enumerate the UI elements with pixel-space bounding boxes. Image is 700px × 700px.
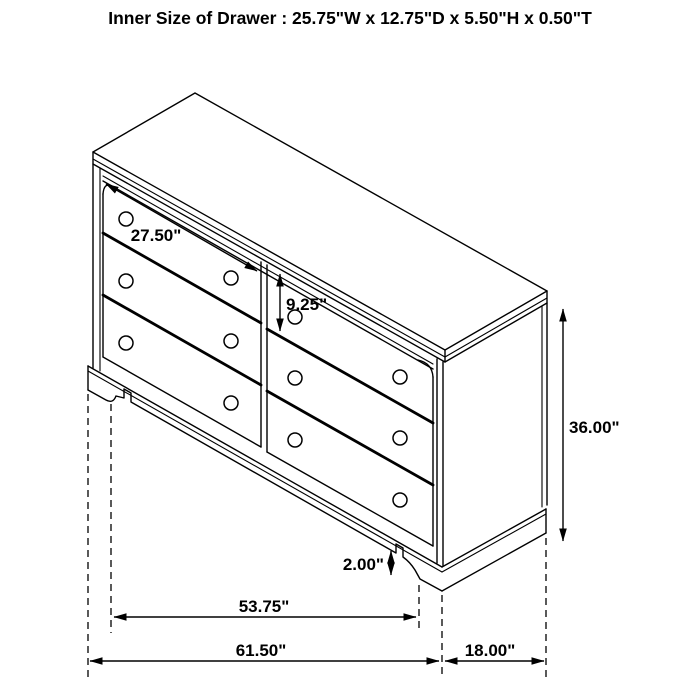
dim-label-overall-width: 61.50"	[235, 641, 287, 660]
side-panel	[542, 303, 547, 507]
base-side-molding	[442, 514, 546, 572]
base-molding-line	[88, 371, 442, 572]
base-side-top	[442, 509, 546, 567]
knob	[224, 396, 238, 410]
top-rail-line	[103, 176, 433, 364]
extension-lines	[88, 394, 546, 678]
dim-label-leg-span: 53.75"	[238, 597, 290, 616]
dim-label-overall-height: 36.00"	[569, 418, 620, 437]
dim-label-drawer-width: 27.50"	[130, 226, 182, 245]
drawer-opening-top	[103, 181, 433, 369]
base-side-bottom	[442, 533, 546, 591]
knob	[119, 336, 133, 350]
dimension-lines	[90, 184, 563, 661]
base-bottom-arch	[88, 389, 442, 591]
knob	[119, 274, 133, 288]
top-edge-side-band	[445, 291, 547, 362]
page-title: Inner Size of Drawer : 25.75"W x 12.75"D x 5.50"H x 0.50"T	[108, 8, 592, 28]
drawer-separators	[103, 233, 433, 485]
knob	[288, 371, 302, 385]
knob	[119, 212, 133, 226]
base-top-edge	[88, 366, 442, 567]
drawer-knobs	[119, 212, 407, 507]
knob	[224, 334, 238, 348]
knob	[288, 433, 302, 447]
top-edge-side-bevel	[445, 298, 547, 357]
dimension-line-drawer-width	[106, 184, 257, 271]
dim-label-overall-depth: 18.00"	[464, 641, 516, 660]
knob	[393, 370, 407, 384]
knob	[224, 271, 238, 285]
base-plinth	[88, 366, 546, 591]
knob	[393, 431, 407, 445]
dim-label-drawer-height: 9.25"	[286, 295, 328, 314]
right-opening-bottom	[267, 452, 433, 546]
dim-label-base-clearance: 2.00"	[342, 555, 384, 574]
knob	[393, 493, 407, 507]
